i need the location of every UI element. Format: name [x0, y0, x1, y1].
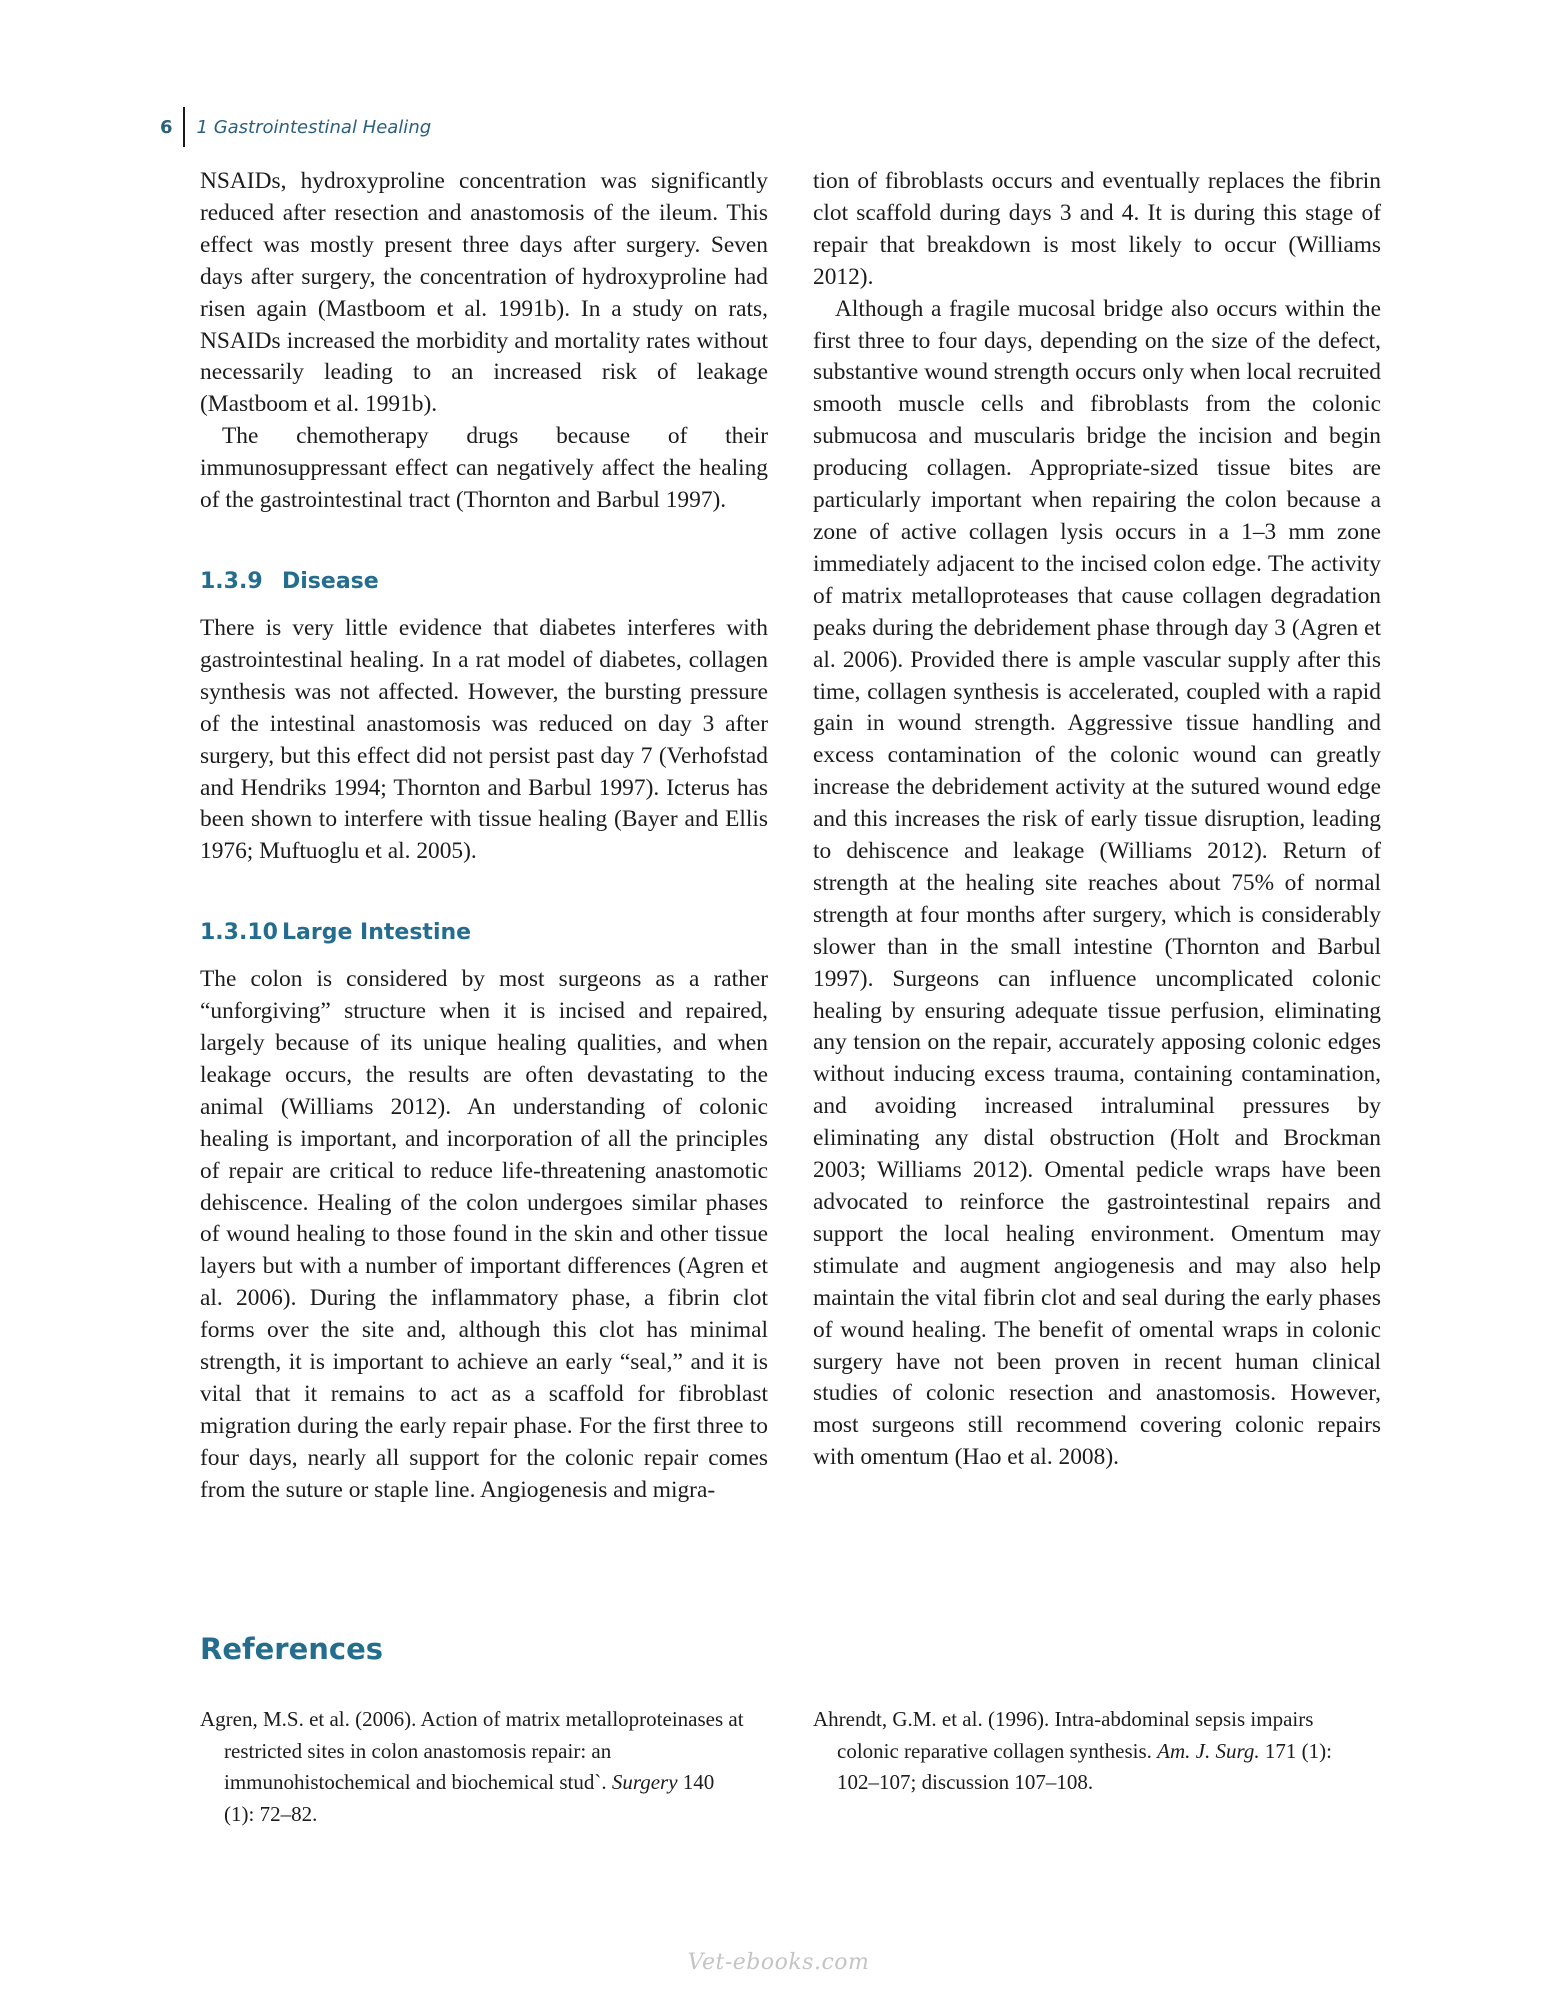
section-heading-disease [200, 566, 768, 598]
paragraph: NSAIDs, hydroxyproline concentration was significantly reduced after resection and anastomosis of the ileum. This effect was mostly present three days after surgery. Seven days after surgery, the concentration of hydroxyproline had risen again (Mastboom et al. 1991b). In a study on rats, NSAIDs increased the morbidity and mortality rates without necessarily leading to an increased risk of leakage (Mastboom et al. 1991b). [200, 168, 768, 418]
right-column [813, 166, 1381, 1474]
section-title: Large Intestine [282, 920, 472, 946]
paragraph: tion of fibroblasts occurs and eventually replaces the fibrin clot scaffold during days 3 and 4. It is during this stage of repair that breakdown is most likely to occur (Williams 2012). [813, 168, 1381, 290]
watermark-logo: Vet-ebooks.com [687, 1950, 870, 1975]
running-head [160, 112, 431, 142]
reference-citation: 140 (1): 72–82. [224, 1770, 715, 1826]
reference-citation: 171 (1): 102–107; discussion 107–108. [837, 1738, 1332, 1794]
section-title: Disease [282, 568, 379, 594]
section-number: 1.3.10 [200, 920, 278, 946]
paragraph: The chemotherapy drugs because of their immunosuppressant effect can negatively affect the healing of the gastrointestinal tract (Thornton and Barbul 1997). [200, 423, 768, 514]
left-column [200, 166, 768, 1507]
section-heading-large-intestine [200, 917, 768, 949]
reference-text: Ahrendt, G.M. et al. (1996). Intra-abdominal sepsis impairs colonic reparative collagen synthesis. [813, 1707, 1314, 1763]
references-heading: References [200, 1632, 384, 1666]
paragraph: Although a fragile mucosal bridge also occurs within the first three to four days, depending on the size of the defect, substantive wound strength occurs only when local recruited smooth muscle cells and fibroblasts from the colonic submucosa and muscularis bridge the incision and begin producing collagen. Appropriate-sized tissue bites are particularly important when repairing the colon because a zone of active collagen lysis occurs in a 1–3 mm zone immediately adjacent to the incised colon edge. The activity of matrix metalloproteases that cause collagen degradation peaks during the debridement phase through day 3 (Agren et al. 2006). Provided there is ample vascular supply after this time, collagen synthesis is accelerated, coupled with a rapid gain in wound strength. Aggressive tissue handling and excess contamination of the colonic wound can greatly increase the debridement activity at the sutured wound edge and this increases the risk of early tissue disruption, leading to dehiscence and leakage (Williams 2012). Return of strength at the healing site reaches about 75% of normal strength at four months after surgery, which is considerably slower than in the small intestine (Thornton and Barbul 1997). Surgeons can influence uncomplicated colonic healing by ensuring adequate tissue perfusion, eliminating any tension on the repair, accurately apposing colonic edges without inducing excess trauma, containing contamination, and avoiding increased intraluminal pressures by eliminating any distal obstruction (Holt and Brockman 2003; Williams 2012). Omental pedicle wraps have been advocated to reinforce the gastrointestinal repairs and support the local healing environment. Omentum may stimulate and augment angiogenesis and may also help maintain the vital fibrin clot and seal during the early phases of wound healing. The benefit of omental wraps in colonic surgery have not been proven in recent human clinical studies of colonic resection and anastomosis. However, most surgeons still recommend covering colonic repairs with omentum (Hao et al. 2008). [813, 295, 1381, 1471]
reference-text: Agren, M.S. et al. (2006). Action of matrix metalloproteinases at restricted sites in colon anastomosis repair: an immunohistochemical and biochemical stud`. [200, 1707, 744, 1794]
paragraph: The colon is considered by most surgeons as a rather “unforgiving” structure when it is incised and repaired, largely because of its unique healing qualities, and when leakage occurs, the results are often devastating to the animal (Williams 2012). An understanding of colonic healing is important, and incorporation of all the principles of repair are critical to reduce life-threatening anastomotic dehiscence. Healing of the colon undergoes similar phases of wound healing to those found in the skin and other tissue layers but with a number of important differences (Agren et al. 2006). During the inflammatory phase, a fibrin clot forms over the site and, although this clot has minimal strength, it is important to achieve an early “seal,” and it is vital that it remains to act as a scaffold for fibroblast migration during the early repair phase. For the first three to four days, nearly all support for the colonic repair comes from the suture or staple line. Angiogenesis and migra- [200, 966, 768, 1503]
journal-name: Am. J. Surg. [1157, 1738, 1260, 1763]
reference-entry [200, 1704, 744, 1830]
page-number: 6 [160, 116, 173, 138]
paragraph: There is very little evidence that diabetes interferes with gastrointestinal healing. In a rat model of diabetes, collagen synthesis was not affected. However, the bursting pressure of the intestinal anastomosis was reduced on day 3 after surgery, but this effect did not persist past day 7 (Verhofstad and Hendriks 1994; Thornton and Barbul 1997). Icterus has been shown to interfere with tissue healing (Bayer and Ellis 1976; Muftuoglu et al. 2005). [200, 614, 768, 865]
header-divider [183, 107, 185, 147]
section-number: 1.3.9 [200, 568, 263, 594]
reference-entry [813, 1704, 1357, 1799]
chapter-title: 1 Gastrointestinal Healing [196, 116, 432, 138]
journal-name: Surgery [611, 1770, 678, 1794]
